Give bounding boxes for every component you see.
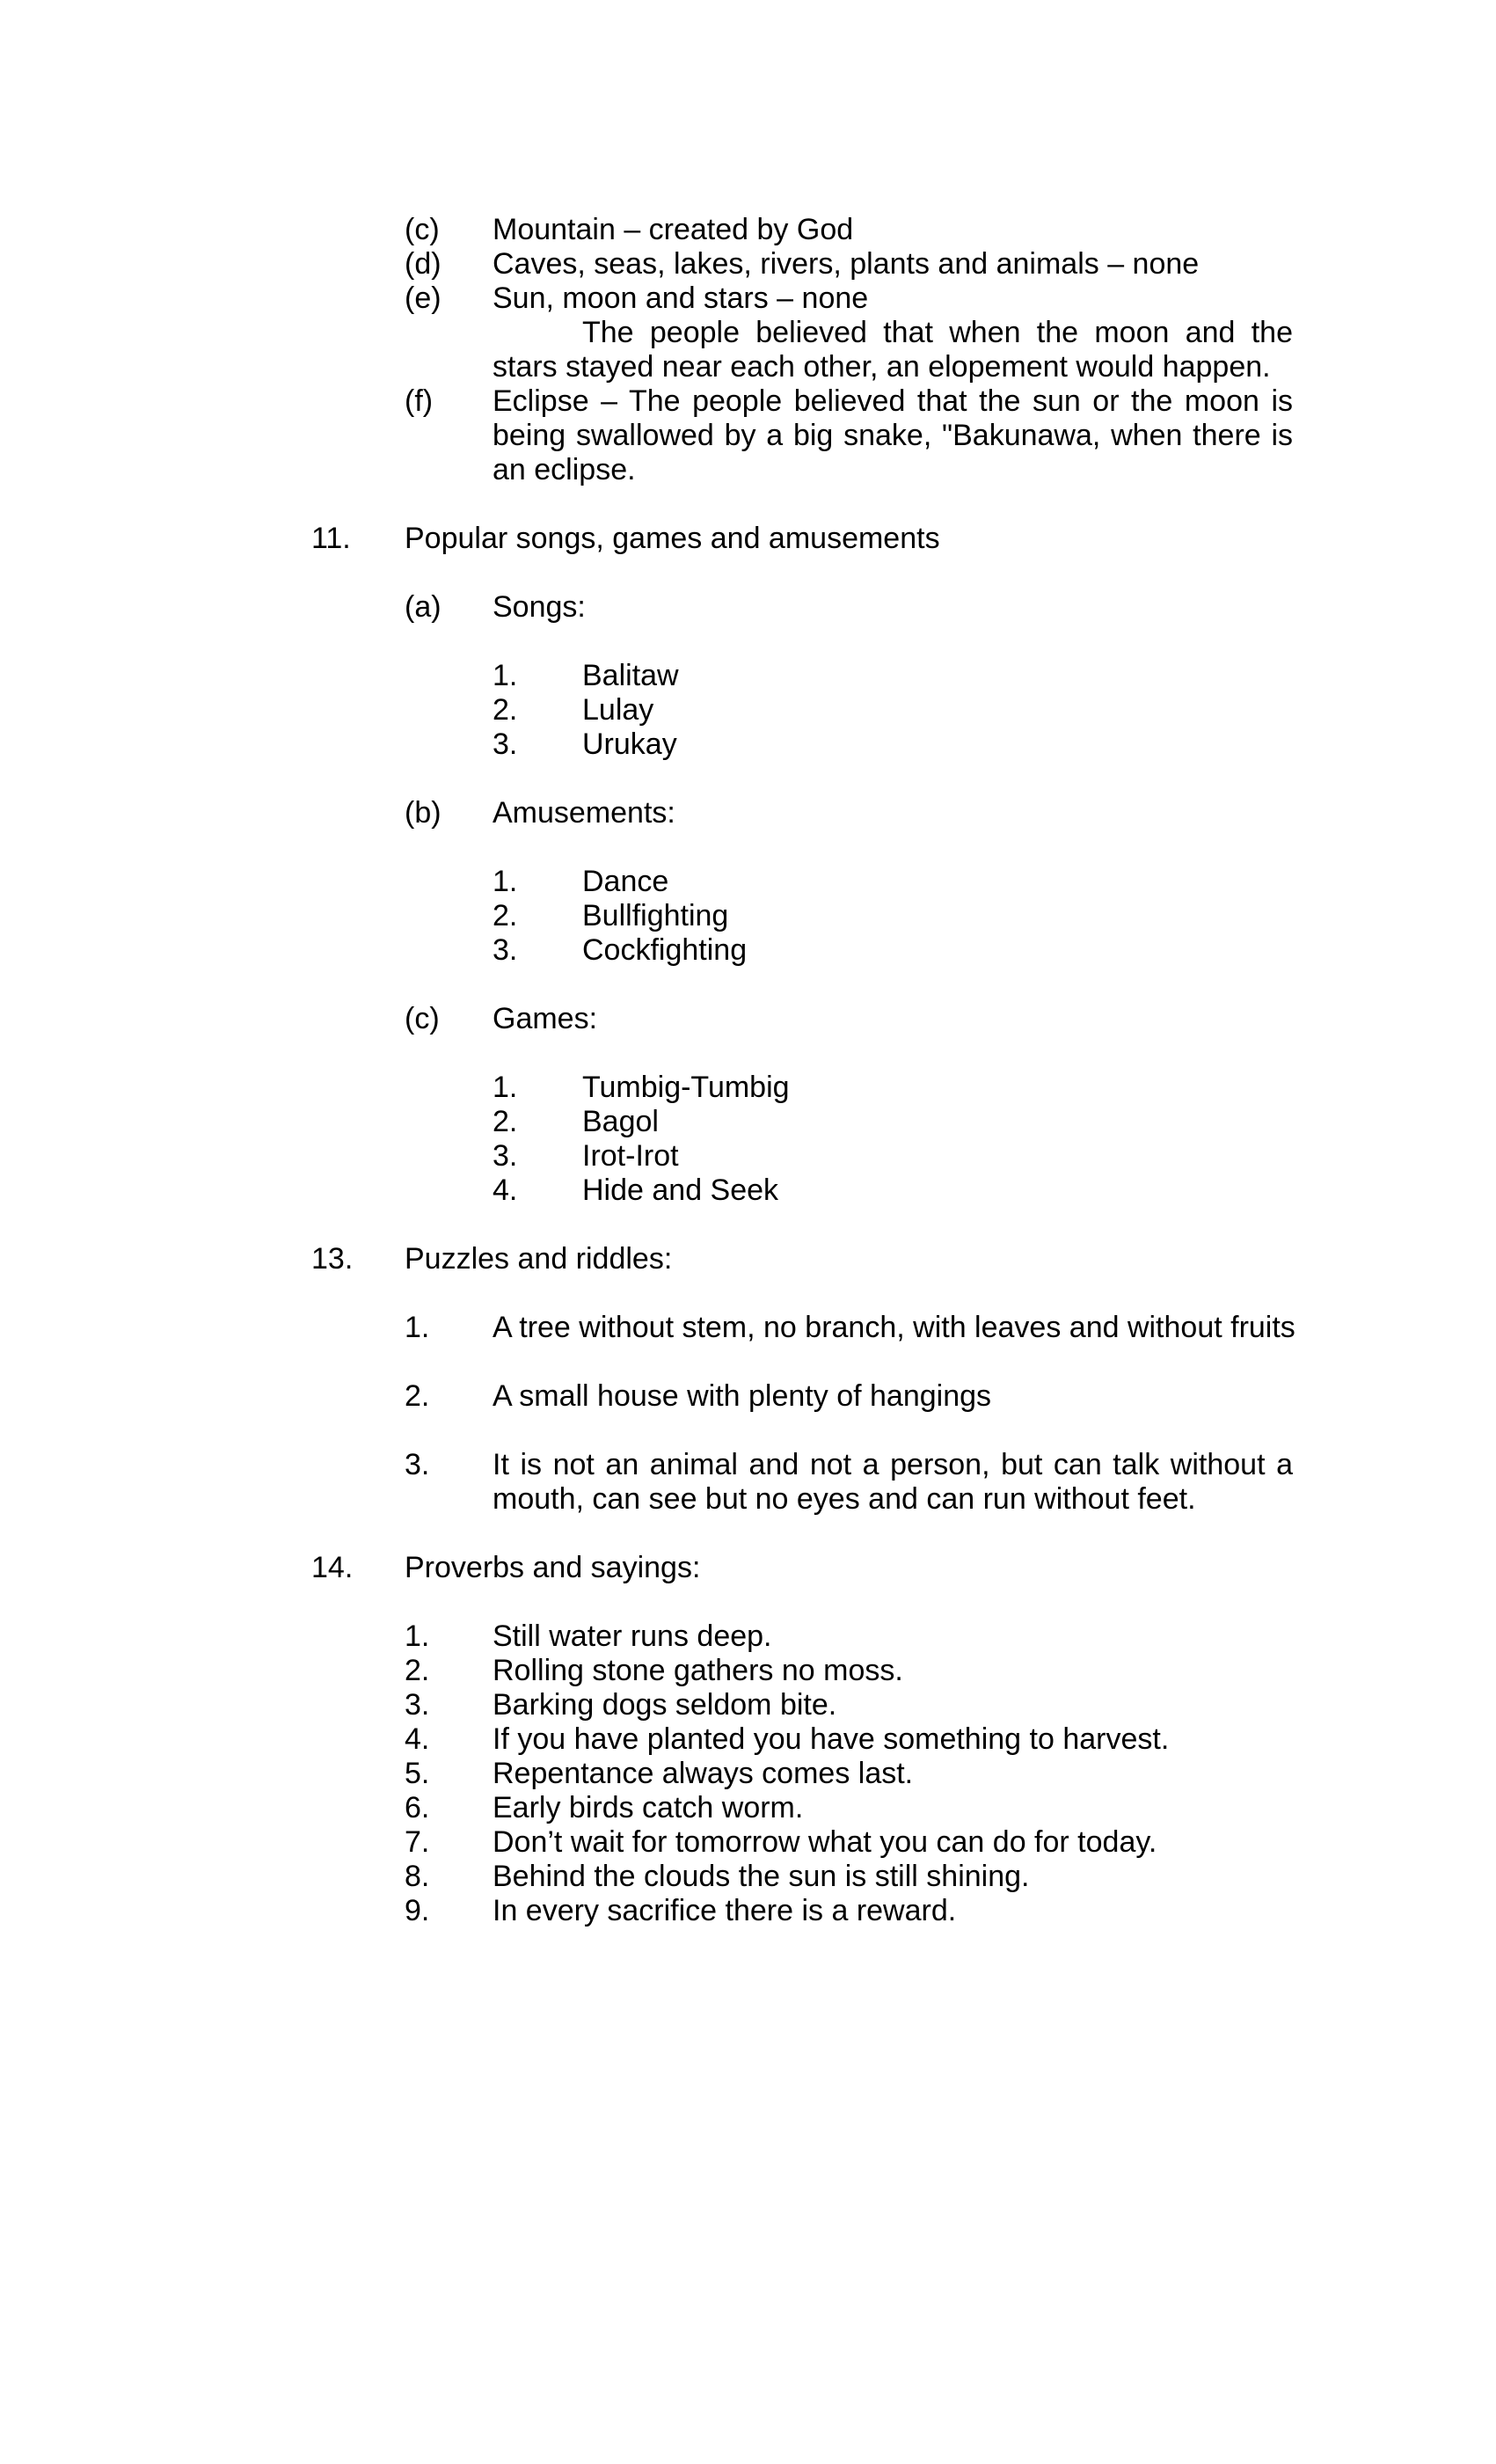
list-number: 1.: [405, 1620, 430, 1653]
list-number: 3.: [405, 1448, 430, 1481]
list-item: If you have planted you have something to harvest.: [493, 1722, 1170, 1756]
subsection-title: Songs:: [493, 590, 586, 624]
section-number: 13.: [311, 1242, 354, 1276]
list-item: Balitaw: [582, 659, 679, 692]
list-number: 3.: [493, 1139, 518, 1173]
list-number: 6.: [405, 1791, 430, 1824]
list-number: 2.: [493, 899, 518, 932]
list-item: Bagol: [582, 1105, 659, 1138]
list-item: Behind the clouds the sun is still shining.: [493, 1860, 1030, 1893]
list-number: 5.: [405, 1757, 430, 1790]
list-item: Still water runs deep.: [493, 1620, 772, 1653]
list-number: 2.: [405, 1654, 430, 1687]
subsection-label: (a): [405, 590, 442, 624]
list-item: A tree without stem, no branch, with leaves and without fruits: [493, 1311, 1295, 1344]
list-item: Early birds catch worm.: [493, 1791, 804, 1824]
list-item: Don’t wait for tomorrow what you can do for today.: [493, 1825, 1157, 1859]
subsection-title: Amusements:: [493, 796, 675, 830]
list-item: Urukay: [582, 728, 677, 761]
item-text: Sun, moon and stars – none: [493, 281, 869, 315]
list-item: Hide and Seek: [582, 1174, 779, 1207]
list-number: 3.: [493, 933, 518, 967]
section-title: Puzzles and riddles:: [405, 1242, 673, 1276]
list-item: Cockfighting: [582, 933, 748, 967]
item-label: (c): [405, 213, 440, 246]
item-text: Mountain – created by God: [493, 213, 854, 246]
subsection-label: (b): [405, 796, 442, 830]
item-text-line: being swallowed by a big snake, "Bakunawa, when there is: [493, 419, 1293, 452]
list-item-line: mouth, can see but no eyes and can run without feet.: [493, 1482, 1196, 1516]
list-item: Irot-Irot: [582, 1139, 679, 1173]
list-item: Tumbig-Tumbig: [582, 1071, 790, 1104]
paragraph-line: stars stayed near each other, an elopement would happen.: [493, 350, 1271, 384]
list-item: Repentance always comes last.: [493, 1757, 914, 1790]
section-number: 11.: [311, 522, 351, 555]
list-item-line: It is not an animal and not a person, but can talk without a: [493, 1448, 1293, 1481]
list-number: 4.: [405, 1722, 430, 1756]
list-number: 2.: [493, 693, 518, 727]
item-text-line: an eclipse.: [493, 453, 636, 486]
item-text-line: Eclipse – The people believed that the sun or the moon is: [493, 384, 1293, 418]
list-item: Lulay: [582, 693, 654, 727]
list-number: 1.: [493, 1071, 518, 1104]
item-text: Caves, seas, lakes, rivers, plants and animals – none: [493, 247, 1200, 281]
subsection-label: (c): [405, 1002, 440, 1035]
list-number: 1.: [493, 865, 518, 898]
section-title: Proverbs and sayings:: [405, 1551, 701, 1584]
list-number: 2.: [405, 1379, 430, 1413]
list-number: 1.: [493, 659, 518, 692]
list-item: Barking dogs seldom bite.: [493, 1688, 837, 1722]
list-item: Rolling stone gathers no moss.: [493, 1654, 903, 1687]
list-number: 9.: [405, 1894, 430, 1927]
list-item: Dance: [582, 865, 669, 898]
list-number: 7.: [405, 1825, 430, 1859]
list-number: 4.: [493, 1174, 518, 1207]
list-number: 8.: [405, 1860, 430, 1893]
list-number: 2.: [493, 1105, 518, 1138]
list-item: A small house with plenty of hangings: [493, 1379, 992, 1413]
list-item: Bullfighting: [582, 899, 729, 932]
list-number: 3.: [493, 728, 518, 761]
list-number: 3.: [405, 1688, 430, 1722]
section-number: 14.: [311, 1551, 354, 1584]
list-number: 1.: [405, 1311, 430, 1344]
list-item: In every sacrifice there is a reward.: [493, 1894, 957, 1927]
section-title: Popular songs, games and amusements: [405, 522, 940, 555]
subsection-title: Games:: [493, 1002, 598, 1035]
item-label: (f): [405, 384, 434, 418]
paragraph-line: The people believed that when the moon and the: [582, 316, 1293, 349]
item-label: (d): [405, 247, 442, 281]
item-label: (e): [405, 281, 442, 315]
